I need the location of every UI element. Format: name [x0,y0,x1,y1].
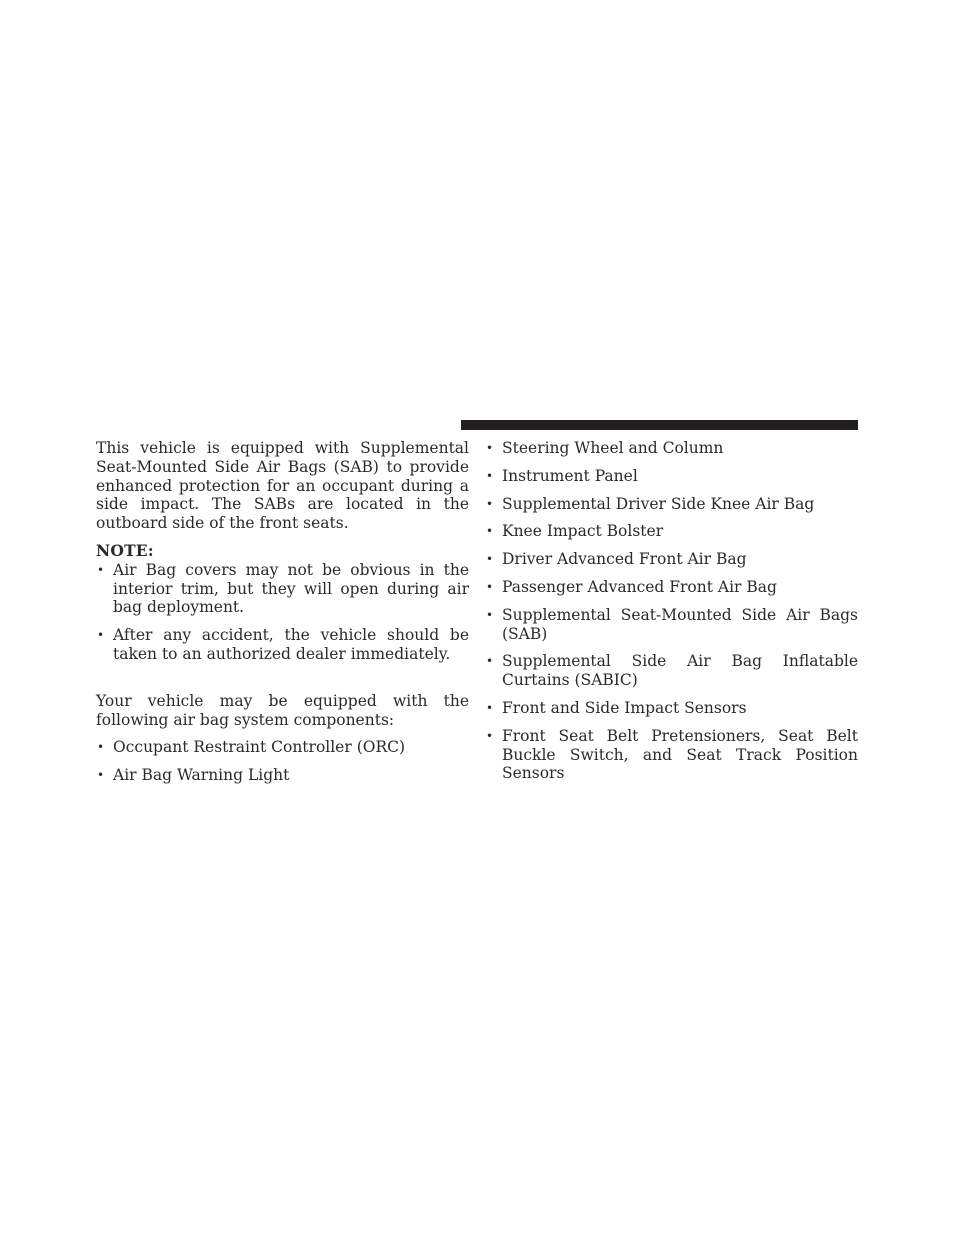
bullet-icon: • [486,468,494,483]
component-item [485,727,858,783]
component-item-text: Knee Impact Bolster [502,522,664,541]
bullet-icon: • [486,654,494,669]
bullet-icon: • [97,740,105,755]
bullet-icon: • [486,700,494,715]
component-item-text: Supplemental Driver Side Knee Air Bag [502,494,815,513]
component-item-text: Front Seat Belt Pretensioners, Seat Belt Buckle Switch, and Seat Track Position Sensors [502,726,858,783]
component-item [485,495,858,514]
components-list-left [96,738,469,785]
component-item-text: Steering Wheel and Column [502,439,724,457]
note-heading: NOTE: [96,540,154,560]
component-item-text: Supplemental Side Air Bag Inflatable Curtains (SABIC) [502,652,858,690]
component-item [96,766,469,785]
component-item [485,652,858,690]
intro-paragraph: This vehicle is equipped with Supplemental Seat-Mounted Side Air Bags (SAB) to provide enhanced protection for an occupant during a side impact. The SABs are located in the outboard side of the front seats. [96,439,469,533]
bullet-icon: • [486,524,494,539]
note-item [96,626,469,664]
bullet-icon: • [486,607,494,622]
component-item [485,606,858,644]
component-item [485,550,858,569]
bullet-icon: • [486,441,494,455]
right-column [485,439,858,783]
component-item [485,439,858,458]
components-intro-paragraph: Your vehicle may be equipped with the following air bag system components: [96,691,469,729]
component-item-text: Passenger Advanced Front Air Bag [502,577,777,596]
bullet-icon: • [486,496,494,511]
note-item-text: After any accident, the vehicle should be taken to an authorized dealer immediately. [113,626,469,663]
component-item [485,699,858,718]
component-item-text: Front and Side Impact Sensors [502,698,747,717]
note-list [96,561,469,664]
component-item-text: Supplemental Seat-Mounted Side Air Bags (SAB) [502,605,858,643]
component-item-text: Instrument Panel [502,466,638,485]
component-item [485,522,858,541]
component-item [485,467,858,486]
left-column [96,439,469,785]
bullet-icon: • [97,628,105,643]
component-item-text: Occupant Restraint Controller (ORC) [113,738,406,757]
component-item [96,738,469,757]
components-list-right [485,439,858,783]
bullet-icon: • [486,552,494,567]
bullet-icon: • [486,728,494,743]
bullet-icon: • [97,768,105,783]
component-item-text: Driver Advanced Front Air Bag [502,550,747,569]
note-item-text: Air Bag covers may not be obvious in the interior trim, but they will open during air bag deployment. [113,560,469,617]
component-item-text: Air Bag Warning Light [113,766,290,785]
bullet-icon: • [486,579,494,594]
bullet-icon: • [97,562,105,577]
component-item [485,578,858,597]
section-header-bar [461,420,858,430]
note-item [96,561,469,617]
